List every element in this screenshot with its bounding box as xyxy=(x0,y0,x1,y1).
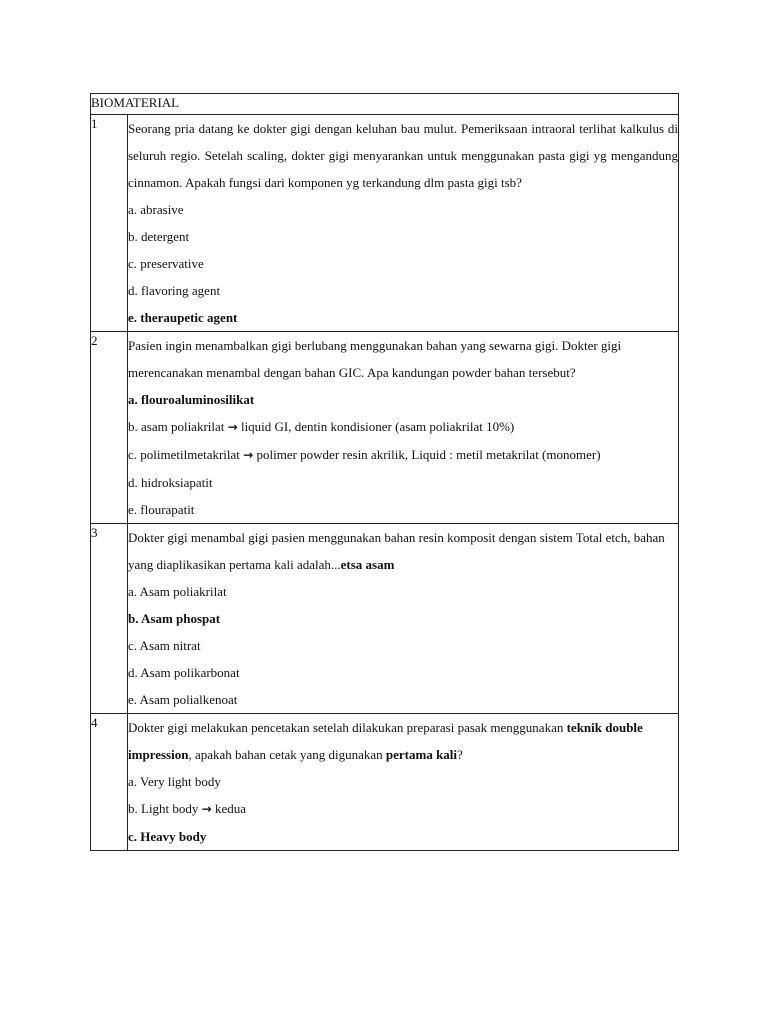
option-c-text: c. polimetilmetakrilat xyxy=(128,447,240,462)
arrow-right-icon: → xyxy=(227,420,238,434)
table-row xyxy=(91,524,679,714)
table-header xyxy=(91,94,679,115)
question-text-main: Dokter gigi menambal gigi pasien menggunakan bahan resin komposit dengan sistem Total etch, bahan yang diaplikasikan pertama kali adalah... xyxy=(128,530,665,572)
table-row xyxy=(91,332,679,524)
option-a: a. abrasive xyxy=(128,202,184,217)
option-e: e. flourapatit xyxy=(128,502,195,517)
option-a: a. Asam poliakrilat xyxy=(128,584,227,599)
question-number-cell xyxy=(91,524,128,714)
question-body-cell xyxy=(128,524,679,714)
question-number: 4 xyxy=(91,715,98,730)
question-number: 3 xyxy=(91,525,98,540)
option-b xyxy=(128,795,678,823)
option-a: a. Very light body xyxy=(128,774,221,789)
option-c: c. preservative xyxy=(128,256,204,271)
question-table xyxy=(90,93,679,851)
question-body-cell xyxy=(128,332,679,524)
option-b-text: b. Light body xyxy=(128,801,199,816)
question-text xyxy=(128,714,678,768)
question-number-cell xyxy=(91,714,128,851)
question-number: 2 xyxy=(91,333,98,348)
option-b xyxy=(128,413,678,441)
question-body-cell xyxy=(128,115,679,332)
option-d: d. hidroksiapatit xyxy=(128,475,213,490)
arrow-right-icon: → xyxy=(201,802,212,816)
question-text-bold2: pertama kali xyxy=(385,747,458,762)
question-body-cell xyxy=(128,714,679,851)
question-text-part3: ? xyxy=(457,747,463,762)
option-b-note: kedua xyxy=(214,801,247,816)
option-e-correct: e. theraupetic agent xyxy=(128,310,238,325)
option-c-note: polimer powder resin akrilik, Liquid : metil metakrilat (monomer) xyxy=(256,447,601,462)
option-c: c. Asam nitrat xyxy=(128,638,201,653)
table-header-row xyxy=(91,94,679,115)
option-e: e. Asam polialkenoat xyxy=(128,692,238,707)
question-number-cell xyxy=(91,332,128,524)
option-c xyxy=(128,441,678,469)
option-b-correct: b. Asam phospat xyxy=(128,611,221,626)
arrow-right-icon: → xyxy=(243,448,254,462)
question-text: Pasien ingin menambalkan gigi berlubang menggunakan bahan yang sewarna gigi. Dokter gigi merencanakan menambal dengan bahan GIC. Apa kandungan powder bahan tersebut? xyxy=(128,338,622,380)
option-a-correct: a. flouroaluminosilikat xyxy=(128,392,255,407)
question-text-bold1: teknik double impression xyxy=(128,720,643,762)
table-row xyxy=(91,115,679,332)
question-text: Seorang pria datang ke dokter gigi dengan keluhan bau mulut. Pemeriksaan intraoral terlihat kalkulus di seluruh regio. Setelah scaling, dokter gigi menyarankan untuk menggunakan pasta gigi yg mengandung cinnamon. Apakah fungsi dari komponen yg terkandung dlm pasta gigi tsb? xyxy=(128,121,679,190)
question-answer-inline: etsa asam xyxy=(340,557,395,572)
option-b-note: liquid GI, dentin kondisioner (asam poliakrilat 10%) xyxy=(240,419,515,434)
question-text-part1: Dokter gigi melakukan pencetakan setelah dilakukan preparasi pasak menggunakan xyxy=(128,720,567,735)
option-d: d. Asam polikarbonat xyxy=(128,665,240,680)
question-number: 1 xyxy=(91,116,98,131)
option-d: d. flavoring agent xyxy=(128,283,221,298)
option-b: b. detergent xyxy=(128,229,190,244)
option-c-correct: c. Heavy body xyxy=(128,829,207,844)
table-header-text: BIOMATERIAL xyxy=(91,95,180,110)
question-number-cell xyxy=(91,115,128,332)
table-row xyxy=(91,714,679,851)
question-text-part2: , apakah bahan cetak yang digunakan xyxy=(188,747,386,762)
question-text xyxy=(128,524,678,578)
option-b-text: b. asam poliakrilat xyxy=(128,419,225,434)
